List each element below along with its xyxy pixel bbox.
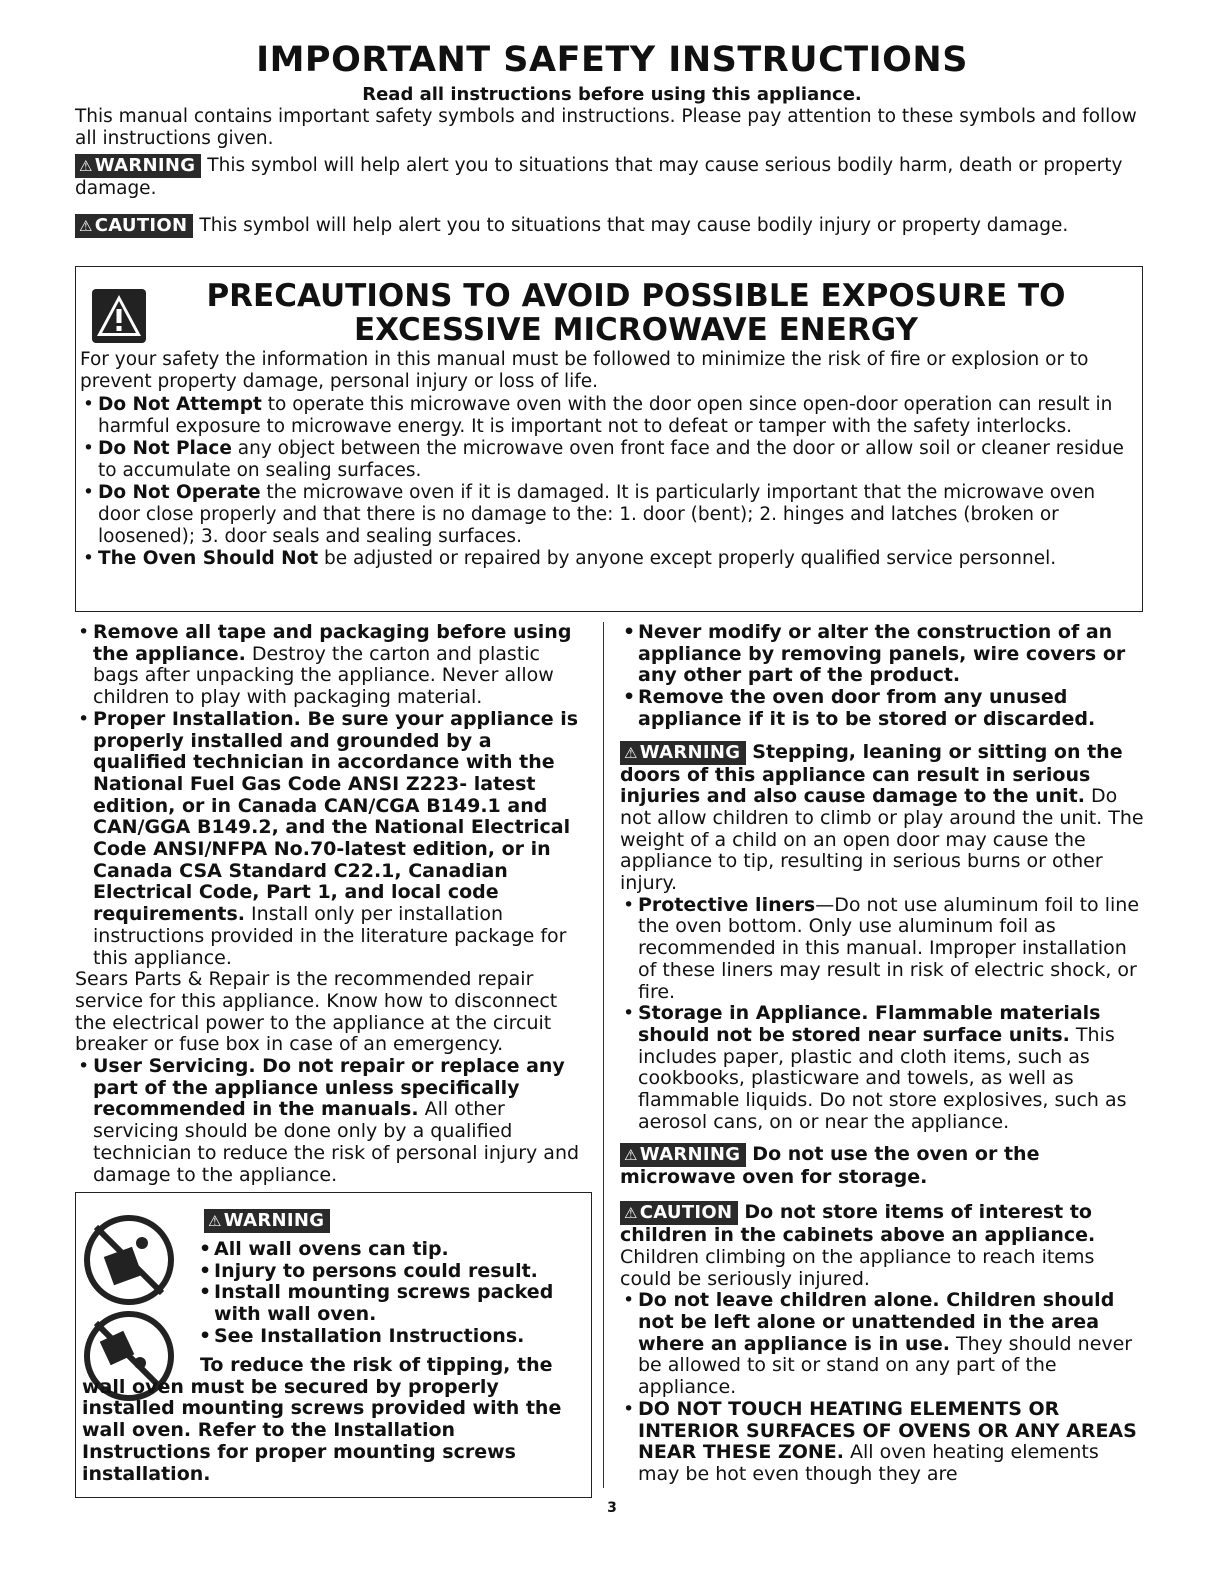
caution-badge: ⚠ CAUTION xyxy=(75,214,193,238)
page-subtitle: Read all instructions before using this appliance. xyxy=(362,84,862,105)
left-column xyxy=(75,622,590,1186)
warning-badge: ⚠ WARNING xyxy=(75,154,201,178)
intro-text: This manual contains important safety symbols and instructions. Please pay attention to these symbols and follow all instructions given. xyxy=(75,106,1137,149)
list-item: • DO NOT TOUCH HEATING ELEMENTS OR INTERIOR SURFACES OF OVENS OR ANY AREAS NEAR THESE ZONE. All oven heating elements may be hot even though they are xyxy=(620,1399,1145,1486)
warning-triangle-icon: ⚠ xyxy=(79,157,93,175)
page-number: 3 xyxy=(607,1500,617,1516)
warning-triangle-icon: ⚠ xyxy=(208,1212,222,1230)
list-item: • See Installation Instructions. xyxy=(196,1326,586,1348)
warning-triangle-icon xyxy=(92,289,146,343)
caution-badge: ⚠ CAUTION xyxy=(620,1201,738,1225)
caution-symbol-explanation xyxy=(75,214,1150,238)
list-item: • Never modify or alter the construction of an appliance by removing panels, wire covers or any other part of the product. xyxy=(620,622,1145,687)
warning-triangle-icon: ⚠ xyxy=(624,1146,638,1165)
precautions-intro: For your safety the information in this manual must be followed to minimize the risk of fire or explosion or to prevent property damage, personal injury or loss of life. xyxy=(80,349,1089,392)
list-item: • Remove all tape and packaging before using the appliance. Destroy the carton and plastic bags after unpacking the appliance. Never allow children to play with packaging material. xyxy=(75,622,590,709)
precautions-list xyxy=(80,394,1130,570)
list-item: • Install mounting screws packed with wall oven. xyxy=(196,1282,586,1325)
list-item: • All wall ovens can tip. xyxy=(196,1239,586,1261)
no-tipping-icon xyxy=(84,1215,174,1305)
warning-triangle-icon: ⚠ xyxy=(624,743,638,762)
storage-warning: ⚠ WARNING Do not use the oven or the microwave oven for storage. xyxy=(620,1143,1040,1189)
list-item: • Remove the oven door from any unused appliance if it is to be stored or discarded. xyxy=(620,687,1145,730)
warning-symbol-explanation xyxy=(75,154,1150,200)
caution-triangle-icon: ⚠ xyxy=(79,217,93,235)
warning-badge: ⚠ WARNING xyxy=(620,1143,746,1167)
precautions-title-line2: EXCESSIVE MICROWAVE ENERGY xyxy=(353,312,919,348)
tip-warning-text: To reduce the risk of tipping, the wall oven must be secured by properly installed mounting screws provided with the wall oven. Refer to the Installation Instructions for proper mounting screws installation. xyxy=(82,1354,562,1485)
tip-warning-badge-wrap xyxy=(204,1209,336,1233)
caution-symbol-text: This symbol will help alert you to situations that may cause bodily injury or property damage. xyxy=(199,215,1069,236)
page-title: IMPORTANT SAFETY INSTRUCTIONS xyxy=(256,40,968,80)
list-item: • Proper Installation. Be sure your appliance is properly installed and grounded by a qualified technician in accordance with the National Fuel Gas Code ANSI Z223- latest edition, or in Canada CAN/CGA B149.1 and CAN/GGA B149.2, and the National Electrical Code ANSI/NFPA No.70-latest edition, or in Canada CSA Standard C22.1, Canadian Electrical Code, Part 1, and local code requirements. Install only per installation instructions provided in the literature package for this appliance. xyxy=(75,709,590,969)
warning-badge: ⚠ WARNING xyxy=(204,1209,330,1233)
stepping-warning: ⚠ WARNING Stepping, leaning or sitting on the doors of this appliance can result in serious injuries and also cause damage to the unit. Do not allow children to climb or play around the unit. The weight of a child on an open door may cause the appliance to tip, resulting in serious burns or other injury. xyxy=(620,740,1144,895)
sears-service-text: Sears Parts & Repair is the recommended repair service for this appliance. Know how to disconnect the electrical power to the appliance at the circuit breaker or fuse box in case of an emergency. xyxy=(75,968,558,1056)
column-divider xyxy=(603,622,604,1488)
precautions-box xyxy=(75,266,1143,612)
list-item: • Do Not Attempt to operate this microwave oven with the door open since open-door operation can result in harmful exposure to microwave energy. It is important not to defeat or tamper with the safety interlocks. xyxy=(80,394,1130,438)
tip-warning-bullets xyxy=(196,1239,586,1348)
children-caution: ⚠ CAUTION Do not store items of interest to children in the cabinets above an appliance. Children climbing on the appliance to reach items could be seriously injured. xyxy=(620,1201,1096,1290)
list-item: • Injury to persons could result. xyxy=(196,1261,586,1283)
list-item: • User Servicing. Do not repair or replace any part of the appliance unless specifically recommended in the manuals. All other servicing should be done only by a qualified technician to reduce the risk of personal injury and damage to the appliance. xyxy=(75,1056,590,1186)
list-item: • Storage in Appliance. Flammable materials should not be stored near surface units. This includes paper, plastic and cloth items, such as cookbooks, plasticware and towels, as well as flammable liquids. Do not store explosives, such as aerosol cans, on or near the appliance. xyxy=(620,1003,1145,1133)
list-item: • The Oven Should Not be adjusted or repaired by anyone except properly qualified service personnel. xyxy=(80,548,1130,570)
list-item: • Do Not Place any object between the microwave oven front face and the door or allow soil or cleaner residue to accumulate on sealing surfaces. xyxy=(80,438,1130,482)
warning-symbol-text: This symbol will help alert you to situations that may cause serious bodily harm, death or property damage. xyxy=(75,155,1123,199)
list-item: • Do Not Operate the microwave oven if it is damaged. It is particularly important that the microwave oven door close properly and that there is no damage to the: 1. door (bent); 2. hinges and latches (broken or loosened); 3. door seals and sealing surfaces. xyxy=(80,482,1130,548)
right-column xyxy=(620,622,1145,1486)
caution-triangle-icon: ⚠ xyxy=(624,1204,638,1223)
anti-tip-warning-box xyxy=(75,1192,592,1498)
precautions-title-line1: PRECAUTIONS TO AVOID POSSIBLE EXPOSURE TO xyxy=(206,278,1066,314)
list-item: • Protective liners—Do not use aluminum foil to line the oven bottom. Only use aluminum foil as recommended in this manual. Improper installation of these liners may result in risk of electric shock, or fire. xyxy=(620,895,1145,1004)
list-item: • Do not leave children alone. Children should not be left alone or unattended in the area where an appliance is in use. They should never be allowed to sit or stand on any part of the appliance. xyxy=(620,1290,1145,1399)
warning-badge: ⚠ WARNING xyxy=(620,741,746,765)
